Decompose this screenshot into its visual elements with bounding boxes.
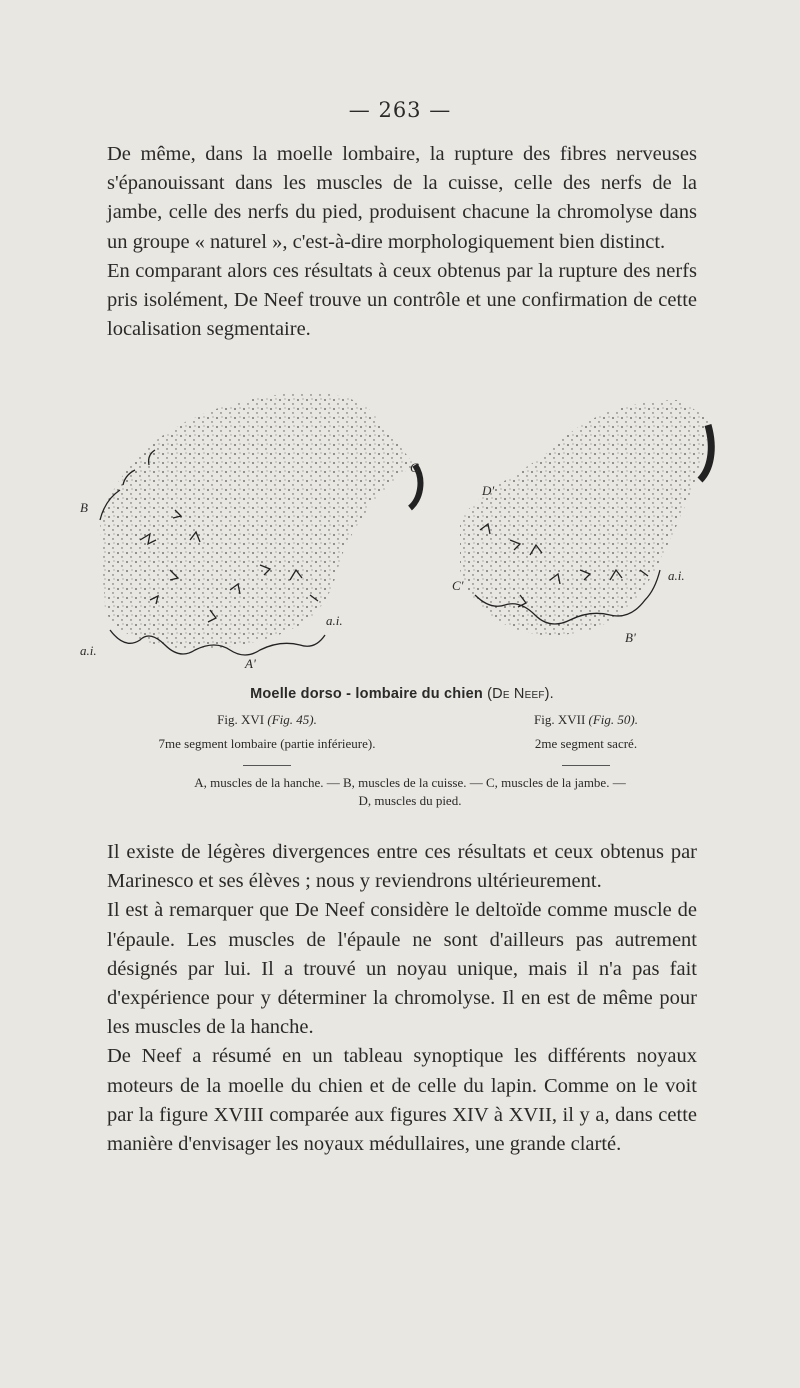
top-text (107, 140, 697, 344)
bottom-text (107, 838, 697, 1159)
right-divider (562, 765, 610, 766)
caption-main: Moelle dorso - lombaire du chien (250, 686, 483, 702)
left-section-drawing (80, 393, 420, 672)
label-d: D' (482, 483, 495, 498)
spinal-cord-drawing (80, 380, 720, 680)
figure-caption-title (107, 686, 697, 702)
label-c-right: C' (452, 578, 464, 593)
left-fig-label (147, 712, 387, 728)
label-ai-2: a.i. (326, 613, 343, 628)
right-fig-ref: (Fig. 50). (588, 712, 638, 727)
left-fig-ref: (Fig. 45). (267, 712, 317, 727)
figure-illustrations (80, 380, 720, 680)
left-divider (243, 765, 291, 766)
label-b: B (80, 500, 88, 515)
left-fig-desc: 7me segment lombaire (partie inférieure). (158, 736, 376, 751)
label-ai: a.i. (80, 643, 97, 658)
left-fig-number: Fig. XVI (217, 712, 265, 727)
paragraph: De Neef a résumé en un tableau synoptique les différents noyaux moteurs de la moelle du chien et de celle du lapin. Comme on le voit par la figure XVIII comparée aux figures XIV à XVII, il y a, dans cette manière d'envisager les noyaux médullaires, une grande clarté. (107, 1045, 697, 1156)
label-ai-right: a.i. (668, 568, 685, 583)
right-section-drawing (452, 400, 711, 645)
legend-line: A, muscles de la hanche. — B, muscles de la cuisse. — C, muscles de la jambe. — (194, 775, 626, 790)
caption-source: (De Neef). (487, 686, 554, 702)
label-a: A' (245, 656, 256, 671)
paragraph: De même, dans la moelle lombaire, la rupture des fibres nerveuses s'épanouissant dans les muscles de la cuisse, celle des nerfs de la jambe, celle des nerfs du pied, produisent chacune la chromolyse dans un groupe « naturel », c'est-à-dire morphologiquement bien distinct. (107, 143, 697, 253)
right-fig-number: Fig. XVII (534, 712, 586, 727)
paragraph: Il existe de légères divergences entre ces résultats et ceux obtenus par Marinesco et ses élèves ; nous y reviendrons ultérieurement. (107, 841, 697, 893)
figure-legend (120, 774, 700, 810)
label-c: C (410, 460, 419, 475)
paragraph: En comparant alors ces résultats à ceux obtenus par la rupture des nerfs pris isolément, De Neef trouve un contrôle et une confirmation de cette localisation segmentaire. (107, 259, 697, 341)
page-number: — 263 — (348, 98, 452, 122)
label-b-right: B' (625, 630, 636, 645)
right-fig-label (466, 712, 706, 728)
paragraph: Il est à remarquer que De Neef considère le deltoïde comme muscle de l'épaule. Les muscles de l'épaule ne sont d'ailleurs pas autrement désignés par lui. Il a trouvé un noyau unique, mais il n'a pas fait d'expérience pour y déterminer la chromolyse. Il en est de même pour les muscles de la hanche. (107, 899, 697, 1039)
legend-line: D, muscles du pied. (358, 793, 462, 808)
right-fig-desc: 2me segment sacré. (534, 736, 638, 751)
